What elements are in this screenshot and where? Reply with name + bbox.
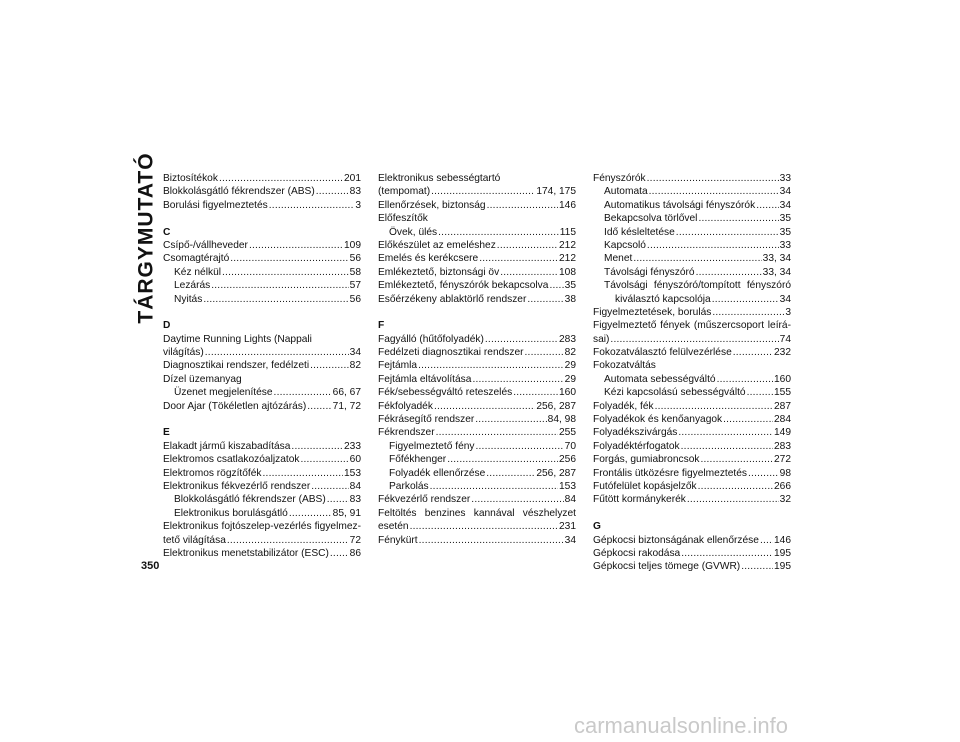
index-entry-page: 33 (779, 239, 791, 251)
index-entry-text: Forgás, gumiabroncsok (593, 454, 700, 466)
leader-dots (249, 239, 343, 252)
leader-dots (263, 467, 343, 480)
index-entry-text: Elektromos rögzítőfék (163, 467, 262, 479)
side-index-title-text: TÁRGYMUTATÓ (135, 152, 159, 324)
index-entry (378, 293, 576, 306)
index-entry (163, 467, 361, 480)
index-entry (378, 226, 576, 239)
index-entry-text: Door Ajar (Tökéletlen ajtózárás) (163, 400, 307, 412)
index-entry-page: 212 (559, 253, 576, 265)
index-entry-page: 71, 72 (332, 400, 361, 412)
index-entry-page: 34 (349, 347, 361, 359)
leader-dots (219, 172, 343, 185)
index-entry-text: Figyelmeztető fény (389, 440, 475, 452)
index-entry (163, 400, 361, 413)
index-entry-page: 195 (774, 561, 791, 573)
leader-dots (205, 346, 349, 359)
index-entry (593, 480, 791, 493)
index-entry-page: 34 (779, 293, 791, 305)
index-entry-text: Távolsági fényszóró (604, 266, 695, 278)
index-entry-page: 32 (779, 494, 791, 506)
index-entry-page: 35 (779, 213, 791, 225)
index-entry-text: Lezárás (174, 280, 211, 292)
page-number: 350 (141, 560, 160, 572)
leader-dots (438, 226, 559, 239)
index-entry (593, 252, 791, 265)
index-entry-text: Frontális ütközésre figyelmeztetés (593, 467, 748, 479)
index-entry (593, 426, 791, 439)
index-entry (378, 493, 576, 506)
leader-dots (500, 266, 558, 279)
index-entry-page: 84 (564, 494, 576, 506)
index-entry-page: 35 (779, 226, 791, 238)
index-entry-page: 3 (355, 199, 361, 211)
index-entry-page: 284 (774, 414, 791, 426)
index-entry-text: Emlékeztető, fényszórók bekapcsolva (378, 280, 549, 292)
index-entry-page: 56 (349, 253, 361, 265)
leader-dots (410, 520, 558, 533)
leader-dots (316, 185, 349, 198)
index-entry (593, 413, 791, 426)
leader-dots (211, 279, 348, 292)
index-entry-page: 3 (785, 306, 791, 318)
leader-dots (760, 534, 773, 547)
leader-dots (696, 266, 762, 279)
index-entry (593, 212, 791, 225)
index-entry-text: sai) (593, 333, 610, 345)
index-entry (378, 520, 576, 533)
index-entry-page: 272 (774, 454, 791, 466)
index-entry-text: Fékfolyadék (378, 400, 433, 412)
index-entry-heading: Távolsági fényszóró/tompított fényszóró (604, 280, 791, 292)
index-entry-page: 155 (774, 387, 791, 399)
index-entry-page: 231 (559, 521, 576, 533)
index-entry (163, 534, 361, 547)
leader-dots (475, 413, 546, 426)
index-entry-heading: Daytime Running Lights (Nappali (163, 333, 312, 345)
leader-dots (676, 226, 779, 239)
index-entry (593, 467, 791, 480)
leader-dots (741, 560, 773, 573)
index-entry-text: Gépkocsi biztonságának ellenőrzése (593, 534, 759, 546)
index-entry-text: Folyadék ellenőrzése (389, 467, 486, 479)
index-entry (593, 386, 791, 399)
index-letter-heading: D (163, 320, 171, 332)
index-entry-page: 74 (779, 333, 791, 345)
index-entry-page: 256 (559, 454, 576, 466)
index-entry-page: 283 (774, 440, 791, 452)
index-entry (378, 373, 576, 386)
index-letter-heading: E (163, 427, 170, 439)
index-entry (593, 333, 791, 346)
index-entry-page: 108 (559, 266, 576, 278)
leader-dots (274, 386, 332, 399)
index-entry-text: Futófelület kopásjelzők (593, 480, 697, 492)
index-entry-page: 35 (564, 280, 576, 292)
index-entry (163, 185, 361, 198)
index-entry-text: Fagyálló (hűtőfolyadék) (378, 333, 484, 345)
leader-dots (289, 507, 332, 520)
leader-dots (733, 346, 773, 359)
index-entry-text: Folyadéktérfogatok (593, 440, 680, 452)
index-entry-text: Kéz nélkül (174, 266, 222, 278)
leader-dots (300, 453, 348, 466)
index-entry-text: Elektromos csatlakozóaljzatok (163, 454, 300, 466)
leader-dots (681, 547, 773, 560)
index-entry-heading: Előfeszítők (378, 213, 428, 225)
leader-dots (649, 185, 779, 198)
leader-dots (330, 547, 349, 560)
index-entry-text: Emelés és kerékcsere (378, 253, 479, 265)
index-entry-page: 98 (779, 467, 791, 479)
index-entry (163, 266, 361, 279)
index-entry-text: Fejtámla eltávolítása (378, 373, 472, 385)
index-letter-heading: F (378, 320, 385, 332)
index-entry-text: Folyadékszivárgás (593, 427, 678, 439)
index-entry-text: Folyadékok és kenőanyagok (593, 414, 723, 426)
index-entry-text: Gépkocsi rakodása (593, 547, 681, 559)
index-entry (378, 480, 576, 493)
leader-dots (681, 440, 773, 453)
index-entry-page: 34 (779, 199, 791, 211)
index-spacer (593, 507, 791, 520)
index-entry (163, 547, 361, 560)
index-entry-page: 109 (344, 239, 361, 251)
leader-dots (307, 400, 331, 413)
leader-dots (479, 252, 558, 265)
leader-dots (487, 199, 558, 212)
index-entry-heading: Elektronikus sebességtartó (378, 173, 501, 184)
leader-dots (717, 373, 773, 386)
index-spacer (163, 413, 361, 426)
leader-dots (203, 293, 348, 306)
index-entry (378, 400, 576, 413)
index-entry (593, 534, 791, 547)
index-entry-text: Nyitás (174, 293, 203, 305)
index-entry (378, 467, 576, 480)
index-entry-text: Övek, ülés (389, 226, 438, 238)
leader-dots (485, 333, 558, 346)
leader-dots (310, 359, 349, 372)
index-entry-page: 83 (349, 186, 361, 198)
index-entry (378, 333, 576, 346)
index-entry-page: 72 (349, 534, 361, 546)
leader-dots (747, 386, 773, 399)
index-entry (378, 413, 576, 426)
index-spacer (163, 306, 361, 319)
index-entry-page: 85, 91 (332, 507, 361, 519)
index-entry-text: (tempomat) (378, 186, 431, 198)
index-entry-text: Fedélzeti diagnosztikai rendszer (378, 347, 524, 359)
index-entry-page: 146 (774, 534, 791, 546)
index-entry-text: Ellenőrzések, biztonság (378, 199, 486, 211)
index-entry-page: 146 (559, 199, 576, 211)
index-entry-page: 56 (349, 293, 361, 305)
index-entry (163, 252, 361, 265)
index-column-2 (378, 172, 576, 547)
index-entry-text: Elektronikus fékvezérlő rendszer (163, 480, 311, 492)
index-entry-text: Fejtámla (378, 360, 418, 372)
index-entry-page: 82 (564, 347, 576, 359)
index-entry (593, 346, 791, 359)
index-entry-text: Csípő-/vállheveder (163, 239, 248, 251)
leader-dots (472, 373, 563, 386)
leader-dots (527, 293, 563, 306)
leader-dots (712, 293, 779, 306)
index-entry (163, 507, 361, 520)
index-entry-text: Automata (604, 186, 648, 198)
index-entry-text: Kapcsoló (604, 239, 646, 251)
index-letter-heading: C (163, 226, 171, 238)
index-entry-page: 149 (774, 427, 791, 439)
index-entry-text: Biztosítékok (163, 173, 218, 184)
index-entry-page: 160 (774, 373, 791, 385)
index-entry-page: 283 (559, 333, 576, 345)
index-entry (378, 252, 576, 265)
index-entry-page: 287 (774, 400, 791, 412)
index-entry-text: tető világítása (163, 534, 226, 546)
leader-dots (227, 534, 349, 547)
index-entry (378, 266, 576, 279)
index-entry (593, 547, 791, 560)
leader-dots (712, 306, 784, 319)
index-entry-text: Fékvezérlő rendszer (378, 494, 471, 506)
index-entry-page: 33 (779, 173, 791, 184)
index-entry (593, 306, 791, 319)
index-entry-page: 153 (559, 480, 576, 492)
leader-dots (647, 239, 779, 252)
index-entry-heading: Figyelmeztető fények (műszercsoport leírá- (593, 320, 791, 332)
index-entry-text: Fényszórók (593, 173, 646, 184)
index-entry (593, 293, 791, 306)
index-entry-page: 255 (559, 427, 576, 439)
index-entry-text: Elektronikus borulásgátló (174, 507, 288, 519)
index-letter-heading: G (593, 521, 601, 533)
index-entry-text: Üzenet megjelenítése (174, 387, 273, 399)
leader-dots (471, 493, 563, 506)
index-column-3 (593, 172, 791, 574)
index-entry-text: Automata sebességváltó (604, 373, 716, 385)
index-entry (163, 293, 361, 306)
index-entry-page: 256, 287 (536, 467, 576, 479)
index-spacer (163, 212, 361, 225)
watermark: carmanualsonline.info (574, 713, 789, 738)
index-entry-text: Blokkolásgátló fékrendszer (ABS) (174, 494, 326, 506)
index-entry-text: Fékrendszer (378, 427, 435, 439)
index-entry-text: Fénykürt (378, 534, 418, 546)
index-entry-text: Kézi kapcsolású sebességváltó (604, 387, 746, 399)
index-entry-text: Borulási figyelmeztetés (163, 199, 268, 211)
leader-dots (419, 534, 564, 547)
index-entry-page: 83 (349, 494, 361, 506)
index-entry (593, 493, 791, 506)
index-entry-heading: Elektronikus fojtószelep-vezérlés figyelmez- (163, 521, 361, 533)
leader-dots (723, 413, 773, 426)
index-entry (378, 386, 576, 399)
leader-dots (633, 252, 761, 265)
index-entry-page: 33, 34 (762, 266, 791, 278)
index-entry (163, 493, 361, 506)
index-entry-text: Elakadt jármű kiszabadítása (163, 440, 291, 452)
leader-dots (525, 346, 564, 359)
index-entry (593, 266, 791, 279)
leader-dots (700, 453, 773, 466)
leader-dots (447, 453, 558, 466)
leader-dots (698, 212, 778, 225)
leader-dots (311, 480, 348, 493)
leader-dots (756, 199, 778, 212)
leader-dots (436, 426, 558, 439)
index-entry (378, 346, 576, 359)
leader-dots (497, 239, 558, 252)
index-entry (593, 373, 791, 386)
index-entry-text: Menet (604, 253, 633, 265)
index-column-1 (163, 172, 361, 560)
index-entry-page: 266 (774, 480, 791, 492)
index-entry (378, 426, 576, 439)
index-entry-text: Fékrásegítő rendszer (378, 414, 475, 426)
index-entry-heading: Fokozatváltás (593, 360, 656, 372)
leader-dots (291, 440, 343, 453)
index-entry-text: Fűtött kormánykerék (593, 494, 686, 506)
index-entry-page: 233 (344, 440, 361, 452)
leader-dots (418, 359, 564, 372)
index-entry-page: 82 (349, 360, 361, 372)
index-entry (163, 346, 361, 359)
index-entry-page: 66, 67 (332, 387, 361, 399)
index-entry (163, 199, 361, 212)
index-entry-text: kiválasztó kapcsolója (615, 293, 711, 305)
index-entry (163, 440, 361, 453)
index-entry (593, 172, 791, 185)
index-spacer (378, 306, 576, 319)
index-entry-page: 34 (564, 534, 576, 546)
index-entry-page: 201 (344, 173, 361, 184)
index-entry-heading: Dízel üzemanyag (163, 373, 242, 385)
index-entry (163, 279, 361, 292)
index-entry-page: 57 (349, 280, 361, 292)
index-entry-page: 34 (779, 186, 791, 198)
index-entry-text: Előkészület az emeléshez (378, 239, 496, 251)
index-entry-text: Parkolás (389, 480, 429, 492)
leader-dots (430, 480, 558, 493)
index-entry-text: Figyelmeztetések, borulás (593, 306, 712, 318)
index-entry-text: Idő késleltetése (604, 226, 675, 238)
index-entry (593, 440, 791, 453)
index-entry (378, 279, 576, 292)
leader-dots (678, 426, 773, 439)
index-entry (163, 239, 361, 252)
index-entry (378, 239, 576, 252)
index-entry-text: Diagnosztikai rendszer, fedélzeti (163, 360, 310, 372)
index-entry-page: 174, 175 (536, 186, 576, 198)
index-entry (378, 359, 576, 372)
index-entry-text: Bekapcsolva törlővel (604, 213, 698, 225)
leader-dots (655, 400, 773, 413)
leader-dots (748, 467, 779, 480)
index-entry (593, 199, 791, 212)
index-entry (163, 453, 361, 466)
leader-dots (434, 400, 535, 413)
index-entry (593, 400, 791, 413)
leader-dots (476, 440, 564, 453)
index-entry-text: Emlékeztető, biztonsági öv (378, 266, 500, 278)
index-entry (163, 359, 361, 372)
index-entry-page: 153 (344, 467, 361, 479)
leader-dots (222, 266, 349, 279)
index-entry (378, 534, 576, 547)
index-entry-page: 60 (349, 454, 361, 466)
index-entry (378, 440, 576, 453)
index-entry-text: Esőérzékeny ablaktörlő rendszer (378, 293, 527, 305)
index-entry (163, 386, 361, 399)
leader-dots (698, 480, 773, 493)
leader-dots (431, 185, 535, 198)
index-entry-heading: Feltöltés benzines kannával vészhelyzet (378, 507, 576, 519)
index-entry-text: Automatikus távolsági fényszórók (604, 199, 756, 211)
index-entry-text: Főfékhenger (389, 454, 447, 466)
leader-dots (327, 493, 349, 506)
index-entry-page: 33, 34 (762, 253, 791, 265)
index-entry (163, 172, 361, 185)
leader-dots (486, 467, 535, 480)
index-entry-page: 86 (349, 547, 361, 559)
index-entry (378, 185, 576, 198)
index-entry-text: Gépkocsi teljes tömege (GVWR) (593, 561, 741, 573)
index-entry (378, 453, 576, 466)
index-entry-text: Csomagtérajtó (163, 253, 230, 265)
index-entry-text: Folyadék, fék (593, 400, 654, 412)
index-entry-page: 58 (349, 266, 361, 278)
index-entry-text: Elektronikus menetstabilizátor (ESC) (163, 547, 329, 559)
leader-dots (230, 252, 348, 265)
index-entry-page: 232 (774, 347, 791, 359)
leader-dots (269, 199, 355, 212)
index-entry (593, 185, 791, 198)
index-entry (593, 453, 791, 466)
index-entry-text: Fokozatválasztó felülvezérlése (593, 347, 732, 359)
index-entry-page: 70 (564, 440, 576, 452)
index-entry-page: 29 (564, 360, 576, 372)
index-entry (163, 480, 361, 493)
index-entry-page: 38 (564, 293, 576, 305)
leader-dots (549, 279, 563, 292)
leader-dots (513, 386, 558, 399)
side-index-title (134, 152, 160, 324)
index-entry-text: Fék/sebességváltó reteszelés (378, 387, 513, 399)
index-entry-page: 195 (774, 547, 791, 559)
index-entry-page: 160 (559, 387, 576, 399)
index-entry-page: 115 (559, 226, 576, 238)
index-entry (593, 560, 791, 573)
index-entry-text: esetén (378, 521, 409, 533)
index-entry (378, 199, 576, 212)
index-entry-page: 212 (559, 239, 576, 251)
leader-dots (687, 493, 779, 506)
leader-dots (610, 333, 778, 346)
index-entry-page: 256, 287 (536, 400, 576, 412)
index-entry-page: 84 (349, 480, 361, 492)
index-entry-page: 84, 98 (547, 414, 576, 426)
index-entry (593, 226, 791, 239)
index-entry-text: világítás) (163, 347, 204, 359)
index-entry (593, 239, 791, 252)
leader-dots (647, 172, 779, 185)
index-entry-page: 29 (564, 373, 576, 385)
index-entry-text: Blokkolásgátló fékrendszer (ABS) (163, 186, 315, 198)
